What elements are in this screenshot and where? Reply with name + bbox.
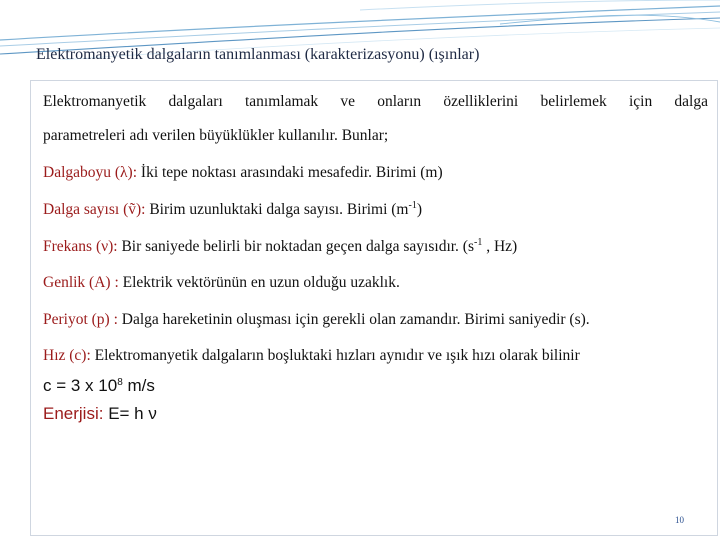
term-period: Periyot (p) : (43, 311, 118, 328)
term-speed: Hız (c): (43, 347, 91, 364)
page-title: Elektromanyetik dalgaların tanımlanması (karakterizasyonu) (ışınlar) (36, 46, 480, 63)
item-wavenumber (43, 200, 422, 220)
desc-amplitude: Elektrik vektörünün en uzun olduğu uzaklık. (118, 274, 400, 291)
speed-formula-exponent: 8 (117, 377, 123, 388)
energy-formula: E= h ν (103, 404, 157, 423)
page-number: 10 (675, 515, 684, 525)
desc-frequency: Bir saniyede belirli bir noktadan geçen dalga sayısıdır. (s (117, 238, 474, 255)
speed-formula-main: c = 3 x 10 (43, 376, 118, 395)
item-frequency (43, 237, 517, 257)
term-amplitude: Genlik (A) : (43, 274, 119, 291)
intro-line-2: parametreleri adı verilen büyüklükler kullanılır. Bunlar; (43, 127, 389, 144)
desc-frequency-end: , Hz) (482, 238, 518, 255)
content-frame (30, 80, 718, 536)
term-wavenumber: Dalga sayısı (ṽ): (43, 201, 146, 218)
speed-formula (43, 376, 155, 396)
term-frequency: Frekans (ν): (43, 238, 118, 255)
energy-line (43, 404, 157, 424)
speed-formula-unit: m/s (122, 376, 155, 395)
unit-exponent-wavenumber: -1 (408, 200, 417, 211)
desc-period: Dalga hareketinin oluşması için gerekli olan zamandır. Birimi saniyedir (s). (117, 311, 590, 328)
desc-wavenumber-end: ) (416, 201, 423, 218)
item-speed (43, 346, 580, 366)
desc-speed: Elektromanyetik dalgaların boşluktaki hızları aynıdır ve ışık hızı olarak bilinir (90, 347, 580, 364)
item-wavelength (43, 163, 443, 183)
intro-line-1: Elektromanyetik dalgaları tanımlamak ve onların özelliklerini belirlemek için dalga (43, 93, 708, 110)
energy-label: Enerjisi: (43, 404, 104, 423)
term-wavelength: Dalgaboyu (λ): (43, 164, 138, 181)
unit-exponent-frequency: -1 (474, 237, 483, 248)
desc-wavelength: İki tepe noktası arasındaki mesafedir. Birimi (m) (137, 164, 443, 181)
item-amplitude (43, 273, 400, 293)
item-period (43, 310, 590, 330)
desc-wavenumber: Birim uzunluktaki dalga sayısı. Birimi (m (145, 201, 409, 218)
